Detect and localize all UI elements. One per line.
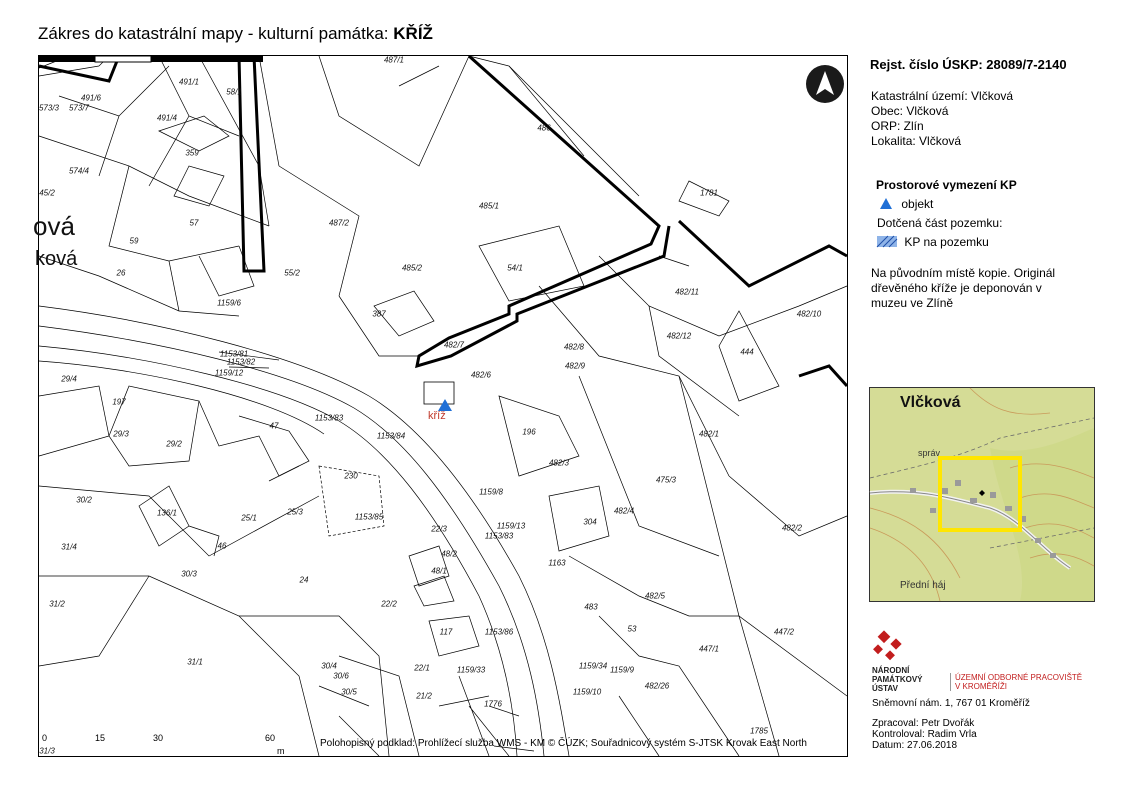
parcel-label: 1153/86 — [484, 627, 514, 637]
parcel-label: 26 — [116, 268, 126, 278]
parcel-label: 46 — [217, 541, 227, 551]
parcel-label: 1159/34 — [578, 661, 608, 671]
npu-logo-icon — [870, 630, 906, 664]
municipality: Obec: Vlčková — [871, 104, 949, 118]
parcel-label: 57 — [189, 218, 199, 228]
parcel-label: 196 — [522, 427, 536, 437]
parcel-label: 387 — [372, 309, 386, 319]
parcel-label: 30/4 — [321, 661, 337, 671]
parcel-label: 230 — [344, 471, 358, 481]
parcel-label: 491/1 — [178, 77, 200, 87]
parcel-label: 25/3 — [287, 507, 303, 517]
parcel-label: 1153/83 — [484, 531, 514, 541]
parcel-label: 482/12 — [666, 331, 692, 341]
legend-affected: Dotčená část pozemku: — [877, 216, 1003, 230]
parcel-label: 47 — [269, 421, 279, 431]
parcel-label: 29/4 — [61, 374, 77, 384]
parcel-label: 197 — [112, 397, 126, 407]
inset-label-small: správ — [918, 448, 941, 458]
parcel-label: 483 — [584, 602, 598, 612]
parcel-label: 444 — [740, 347, 754, 357]
parcel-label: 486 — [537, 123, 551, 133]
triangle-icon — [880, 198, 892, 209]
parcel-label: 55/2 — [284, 268, 300, 278]
parcel-label: 304 — [583, 517, 597, 527]
legend-object: objekt — [880, 197, 933, 211]
parcel-label: 48/1 — [431, 566, 447, 576]
parcel-label: 1159/10 — [572, 687, 602, 697]
note-text: Na původním místě kopie. Originál dřevěného kříže je deponován v muzeu ve Zlíně — [871, 266, 1056, 310]
parcel-label: 117 — [439, 627, 453, 637]
inset-terrain — [870, 388, 1094, 601]
parcel-label: 48/2 — [441, 549, 457, 559]
scale-0: 0 — [42, 733, 48, 743]
parcel-label: 1153/81 — [219, 349, 249, 359]
parcel-label: 482/2 — [781, 523, 803, 533]
parcel-label: 485/2 — [401, 263, 423, 273]
parcel-label: 1776 — [484, 699, 502, 709]
legend-heading: Prostorové vymezení KP — [876, 178, 1017, 192]
parcel-label: 1159/13 — [496, 521, 526, 531]
parcel-label: 482/10 — [796, 309, 822, 319]
parcel-label: 24 — [299, 575, 309, 585]
parcel-label: 21/2 — [416, 691, 432, 701]
map-credit: Polohopisný podklad: Prohlížecí služba WMS - KM © ČÚZK; Souřadnicový systém S-JTSK Krovak East North — [320, 738, 807, 749]
parcel-label: 487/2 — [328, 218, 350, 228]
object-label: kříž — [428, 410, 446, 422]
monument-name: KŘÍŽ — [393, 24, 433, 43]
parcel-label: 482/3 — [548, 458, 570, 468]
parcel-label: 1159/6 — [217, 298, 241, 308]
parcel-label: 29/2 — [166, 439, 182, 449]
parcel-label: 1153/83 — [314, 413, 344, 423]
parcel-label: 482/7 — [443, 340, 465, 350]
scale-30: 30 — [153, 733, 164, 743]
inset-label-bottom: Přední háj — [900, 580, 946, 591]
parcel-label: 485/1 — [478, 201, 500, 211]
parcel-label: 1159/33 — [456, 665, 486, 675]
parcel-label: 482/6 — [470, 370, 492, 380]
registry-number: Rejst. číslo ÚSKP: 28089/7-2140 — [870, 57, 1067, 72]
parcel-label: 482/5 — [644, 591, 666, 601]
parcel-label: 1159/9 — [610, 665, 634, 675]
date: Datum: 27.06.2018 — [872, 740, 958, 751]
place-label-large: ová — [33, 211, 75, 241]
parcel-label: 1785 — [750, 726, 768, 736]
parcel-label: 475/3 — [655, 475, 677, 485]
scale-unit: m — [277, 746, 285, 756]
parcel-label: 482/4 — [613, 506, 635, 516]
checked-by: Kontroloval: Radim Vrla — [872, 729, 977, 740]
parcel-label: 482/11 — [675, 287, 699, 297]
prepared-info — [872, 718, 977, 751]
parcel-label: 30/5 — [341, 687, 357, 697]
parcel-label: 1781 — [700, 188, 718, 198]
place-label-large-2: ková — [35, 248, 78, 270]
parcel-label: 447/1 — [698, 644, 720, 654]
parcel-label: 45/2 — [39, 188, 55, 198]
parcel-label: 31/3 — [39, 746, 55, 756]
parcel-label: 573/7 — [68, 103, 90, 113]
parcel-label: 53 — [627, 624, 637, 634]
parcel-label: 1153/85 — [354, 512, 384, 522]
cadastral-area: Katastrální území: Vlčková — [871, 89, 1014, 103]
org-address: Sněmovní nám. 1, 767 01 Kroměříž — [872, 698, 1030, 709]
location-info — [871, 89, 1013, 149]
parcel-label: 29/3 — [113, 429, 129, 439]
parcel-label: 482/9 — [564, 361, 586, 371]
parcel-label: 359 — [185, 148, 199, 158]
legend-on-parcel: KP na pozemku — [877, 235, 989, 249]
scale-bar — [39, 56, 279, 64]
parcel-label: 54/1 — [507, 263, 523, 273]
parcel-label: 491/4 — [156, 113, 178, 123]
org-name: NÁRODNÍ PAMÁTKOVÝ ÚSTAV — [872, 666, 923, 693]
org-branch: ÚZEMNÍ ODBORNÉ PRACOVIŠTĚ V KROMĚŘÍŽI — [950, 673, 1082, 691]
parcel-label: 59 — [129, 236, 139, 246]
parcel-label: 25/1 — [241, 513, 257, 523]
parcel-label: 1153/84 — [376, 431, 406, 441]
parcel-label: 482/8 — [563, 342, 585, 352]
page-title: Zákres do katastrální mapy - kulturní památka: KŘÍŽ — [38, 24, 433, 43]
parcel-label: 22/1 — [414, 663, 430, 673]
parcel-label: 30/3 — [181, 569, 197, 579]
parcel-label: 1153/82 — [226, 357, 256, 367]
inset-map[interactable] — [869, 387, 1095, 602]
inset-title: Vlčková — [900, 394, 961, 411]
parcel-label: 1163 — [548, 558, 566, 568]
parcel-label: 1159/8 — [479, 487, 503, 497]
orp: ORP: Zlín — [871, 119, 924, 133]
parcel-label: 573/3 — [38, 103, 60, 113]
cadastral-map[interactable] — [33, 55, 848, 757]
parcel-label: 1159/12 — [214, 368, 244, 378]
parcel-label: 31/1 — [187, 657, 203, 667]
locality: Lokalita: Vlčková — [871, 134, 962, 148]
parcel-label: 58/1 — [226, 87, 242, 97]
prepared-by: Zpracoval: Petr Dvořák — [872, 718, 975, 729]
parcel-label: 447/2 — [773, 627, 795, 637]
parcel-label: 482/26 — [644, 681, 670, 691]
parcel-label: 22/3 — [431, 524, 447, 534]
parcel-label: 30/6 — [333, 671, 349, 681]
parcel-label: 136/1 — [156, 508, 178, 518]
parcel-label: 22/2 — [381, 599, 397, 609]
parcel-label: 31/2 — [49, 599, 65, 609]
parcel-label: 491/6 — [80, 93, 102, 103]
parcel-label: 487/1 — [383, 55, 405, 65]
scale-60: 60 — [265, 733, 276, 743]
parcel-label: 31/4 — [61, 542, 77, 552]
north-arrow-icon — [806, 65, 844, 103]
parcel-label: 482/1 — [698, 429, 720, 439]
hatch-icon — [877, 236, 897, 247]
parcel-label: 30/2 — [76, 495, 92, 505]
scale-15: 15 — [95, 733, 106, 743]
parcel-label: 574/4 — [68, 166, 90, 176]
